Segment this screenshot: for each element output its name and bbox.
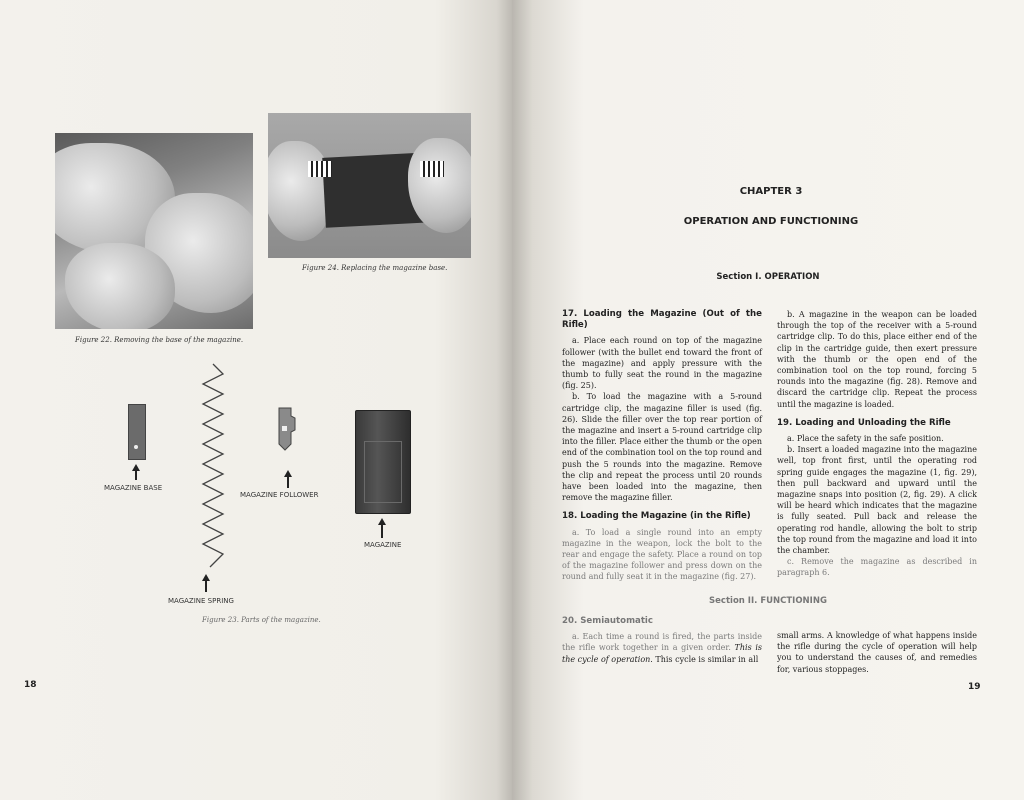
magazine-follower-part xyxy=(275,406,299,452)
paragraph-18b: b. A magazine in the weapon can be loaded through the top of the receiver with a 5-round cartridge clip. To do this, place either end of the clip in the cartridge guide, then exert pressure with the thumb or the open end of the combination tool on the top round, forcing 5 rounds into the magazine (fig. 28). Remove and discard the cartridge clip. Repeat the process until the magazine is loaded. xyxy=(777,310,977,409)
paragraph-19c: c. Remove the magazine as described in paragraph 6. xyxy=(777,557,977,578)
paragraph-20-continued: small arms. A knowledge of what happens inside the rifle during the cycle of operation will help you to understand the causes of, and remedies for, various stoppages. xyxy=(777,631,977,674)
paragraph-19-title: 19. Loading and Unloading the Rifle xyxy=(777,417,951,428)
text-column-right xyxy=(777,309,977,579)
right-page xyxy=(512,0,1024,800)
text-column-left xyxy=(562,309,762,583)
paragraph-18-title: 18. Loading the Magazine (in the Rifle) xyxy=(562,511,751,522)
arrow-indicator-icon xyxy=(420,161,444,177)
paragraph-19b: b. Insert a loaded magazine into the magazine well, top front first, until the operating rod spring guide engages the magazine (1, fig. 29), then pull backward and upward until the magazine snaps into position (2, fig. 29). A click will be heard which indicates that the magazine is fully seated. Pull back and release the operating rod handle, allowing the bolt to strip the top round from the magazine and load it into the chamber. xyxy=(777,445,977,556)
magazine-base-label: MAGAZINE BASE xyxy=(104,484,163,492)
section-heading: Section I. OPERATION xyxy=(716,272,820,282)
figure-24-photo xyxy=(268,113,471,258)
chapter-heading: CHAPTER 3 xyxy=(739,186,803,197)
figure-24-caption: Figure 24. Replacing the magazine base. xyxy=(302,264,448,272)
paragraph-20a: a. Each time a round is fired, the parts inside the rifle work together in a given order. This is the cycle of operation. This cycle is similar in all xyxy=(562,632,762,664)
figure-22-caption: Figure 22. Removing the base of the magazine. xyxy=(75,336,244,344)
magazine-spring-part xyxy=(198,362,228,572)
figure-23-caption: Figure 23. Parts of the magazine. xyxy=(202,616,321,624)
paragraph-18a: a. To load a single round into an empty magazine in the weapon, lock the bolt to the rear and engage the safety. Place a round on top of the magazine follower and press down on the round and fully seat it in the magazine (fig. 27). xyxy=(562,527,762,582)
magazine-label: MAGAZINE xyxy=(364,541,402,549)
paragraph-19a: a. Place the safety in the safe position. xyxy=(787,434,944,444)
magazine-follower-label: MAGAZINE FOLLOWER xyxy=(240,491,319,499)
text-column-right-bottom xyxy=(777,630,977,675)
chapter-title: OPERATION AND FUNCTIONING xyxy=(683,216,859,227)
text-column-left-bottom xyxy=(562,616,762,665)
page-number-right: 19 xyxy=(968,682,981,692)
paragraph-17b: b. To load the magazine with a 5-round cartridge clip, the magazine filler is used (fig. 26). Slide the filler over the top rear portion of the magazine and insert a 5-round cartridge clip into the filler. Place either the thumb or the open end of the combination tool on the top round and push the 5 rounds into the magazine. Remove the clip and repeat the process until 20 rounds have been loaded into the magazine, then remove the magazine filler. xyxy=(562,392,762,503)
section-2-heading: Section II. FUNCTIONING xyxy=(709,596,827,606)
paragraph-20-title: 20. Semiautomatic xyxy=(562,616,653,626)
magazine-base-part xyxy=(128,404,146,460)
paragraph-17-title: 17. Loading the Magazine (Out of the Rifle) xyxy=(562,309,762,331)
figure-22-photo xyxy=(55,133,253,329)
magazine-part xyxy=(355,410,411,514)
page-number-left: 18 xyxy=(24,680,37,690)
paragraph-17a: a. Place each round on top of the magazine follower (with the bullet end toward the front of the magazine) and apply pressure with the thumb to fully seat the round in the magazine (fig. 25). xyxy=(562,336,762,391)
arrow-indicator-icon xyxy=(308,161,332,177)
magazine-spring-label: MAGAZINE SPRING xyxy=(168,597,234,605)
